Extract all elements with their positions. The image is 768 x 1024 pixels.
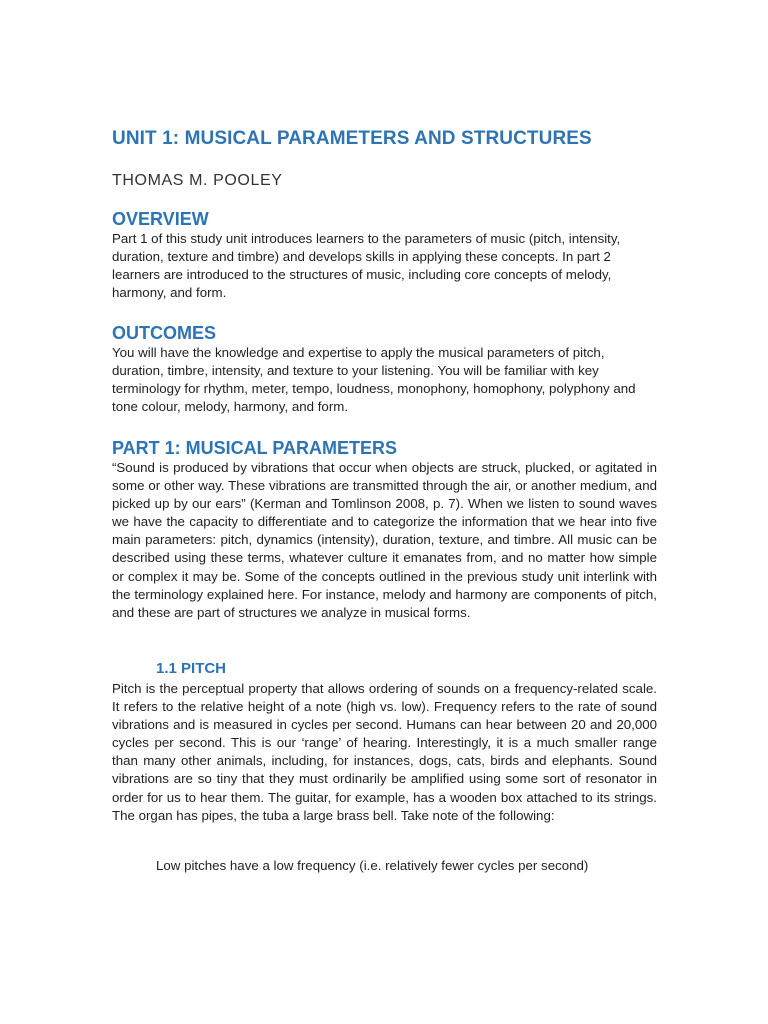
document-title: UNIT 1: MUSICAL PARAMETERS AND STRUCTURES — [112, 128, 592, 149]
part1-section — [112, 437, 657, 622]
pitch-note: Low pitches have a low frequency (i.e. relatively fewer cycles per second) — [156, 858, 589, 873]
part1-heading: PART 1: MUSICAL PARAMETERS — [112, 438, 398, 458]
overview-paragraph: Part 1 of this study unit introduces learners to the parameters of music (pitch, intensity, duration, texture and timbre) and develops skills in applying these concepts. In part 2 learners are introduced to the structures of music, including core concepts of melody, harmony, and form. — [112, 231, 621, 301]
outcomes-section — [112, 322, 657, 416]
overview-heading: OVERVIEW — [112, 209, 209, 229]
overview-section — [112, 208, 657, 302]
document-author: THOMAS M. POOLEY — [112, 172, 283, 189]
outcomes-heading: OUTCOMES — [112, 323, 217, 343]
pitch-paragraph: Pitch is the perceptual property that allows ordering of sounds on a frequency-related scale. It refers to the relative height of a note (high vs. low). Frequency refers to the rate of sound vibrations and is measured in cycles per second. Humans can hear between 20 and 20,000 cycles per second. This is our ‘range’ of hearing. Interestingly, it is a much smaller range than many other animals, including, for instances, dogs, cats, birds and elephants. Sound vibrations are so tiny that they must ordinarily be amplified using some sort of resonator in order for us to hear them. The guitar, for example, has a wooden box attached to its strings. The organ has pipes, the tuba a large brass bell. Take note of the following: — [112, 681, 657, 823]
pitch-section — [112, 658, 657, 825]
part1-paragraph: “Sound is produced by vibrations that occur when objects are struck, plucked, or agitated in some or other way. These vibrations are transmitted through the air, or another medium, and picked up by our ears” (Kerman and Tomlinson 2008, p. 7). When we listen to sound waves we have the capacity to differentiate and to categorize the information that we hear into five main parameters: pitch, dynamics (intensity), duration, texture, and timbre. All music can be described using these terms, whatever culture it emanates from, and no matter how simple or complex it may be. Some of the concepts outlined in the previous study unit interlink with the terminology explained here. For instance, melody and harmony are components of pitch, and these are part of structures we analyze in musical forms. — [112, 460, 657, 620]
pitch-heading: 1.1 PITCH — [156, 660, 227, 677]
outcomes-paragraph: You will have the knowledge and expertise to apply the musical parameters of pitch, duration, timbre, intensity, and texture to your listening. You will be familiar with key terminology for rhythm, meter, tempo, loudness, monophony, homophony, polyphony and tone colour, melody, harmony, and form. — [112, 345, 636, 415]
